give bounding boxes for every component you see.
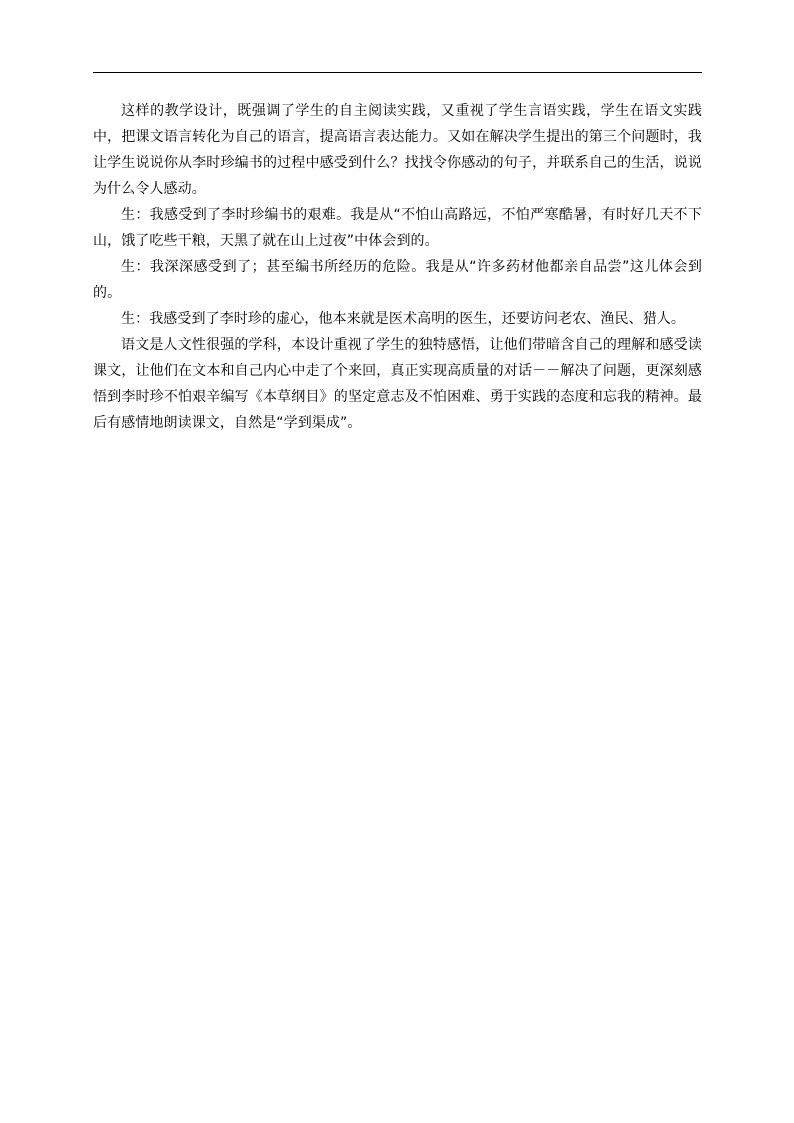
paragraph-student-answer-modesty: 生：我感受到了李时珍的虚心，他本来就是医术高明的医生，还要访问老农、渔民、猎人。 xyxy=(121,311,685,327)
paragraph-student-answer-hardship: 生：我感受到了李时珍编书的艰难。我是从“不怕山高路远，不怕严寒酷暑，有时好几天不下山，饿了吃些干粮，天黑了就在山上过夜”中体会到的。 xyxy=(93,207,702,249)
header-rule xyxy=(93,72,702,73)
paragraph-student-answer-danger: 生：我深深感受到了；甚至编书所经历的危险。我是从“许多药材他都亲自品尝”这儿体会到的。 xyxy=(93,259,702,301)
paragraph-teaching-design: 这样的教学设计，既强调了学生的自主阅读实践，又重视了学生言语实践，学生在语文实践中，把课文语言转化为自己的语言，提高语言表达能力。又如在解决学生提出的第三个问题时，我让学生说说你从李时珍编书的过程中感受到什么？找找令你感动的句子，并联系自己的生活，说说为什么令人感动。 xyxy=(93,103,702,197)
paragraph-conclusion: 语文是人文性很强的学科，本设计重视了学生的独特感悟，让他们带暗含自己的理解和感受读课文，让他们在文本和自己内心中走了个来回，真正实现高质量的对话－－解决了问题，更深刻感悟到李时珍不怕艰辛编写《本草纲目》的坚定意志及不怕困难、勇于实践的态度和忘我的精神。最后有感情地朗读课文，自然是“学到渠成”。 xyxy=(93,337,702,431)
document-body xyxy=(93,98,702,436)
